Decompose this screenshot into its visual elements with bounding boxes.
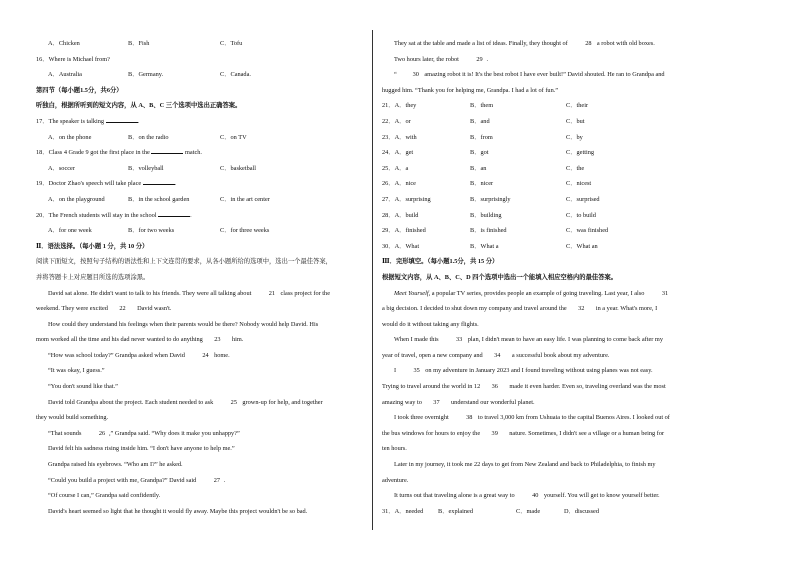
blank-29: 29 <box>460 52 486 68</box>
passage-line: year of travel, open a new company and 34 a successful book about my adventure. <box>382 348 720 364</box>
passage-line: I took three overnight 38 to travel 3,000 km from Ushuaia to the capital Buenos Aires. I looked out of <box>382 410 720 426</box>
q24-options <box>382 145 720 161</box>
answer-blank <box>151 153 183 154</box>
tv-series-title: Meet Yourself <box>394 289 429 297</box>
passage-line: “That sounds 26 ,” Grandpa said. “Why does it make you unhappy?” <box>36 426 366 442</box>
passage-line: amazing way to 37 understand our wonderful planet. <box>382 395 720 411</box>
passage-line: When I made this 33 plan, I didn't mean to have an easy life. I was planning to come back after my <box>382 332 720 348</box>
option-c: C．surprised <box>566 195 600 203</box>
blank-21: 21 <box>253 286 279 302</box>
q17-options <box>36 130 366 146</box>
option-c: C．but <box>566 117 585 125</box>
option-b: B．is finished <box>470 227 507 235</box>
passage-line: Two hours later, the robot 29 . <box>382 52 720 68</box>
option-b: B．volleyball <box>128 164 164 172</box>
blank-40: 40 <box>516 488 542 504</box>
option-b: B．an <box>470 164 487 172</box>
option-c: C．their <box>566 102 589 110</box>
passage-line: They sat at the table and made a list of ideas. Finally, they thought of 28 a robot with old boxes. <box>382 36 720 52</box>
passage-line: “It was okay, I guess.” <box>48 367 105 375</box>
option-c: C．getting <box>566 149 594 157</box>
passage-line: “You don't sound like that.” <box>48 383 118 391</box>
passage-line: David sat alone. He didn't want to talk to his friends. They were all talking about 21 class project for the <box>36 286 366 302</box>
answer-blank <box>143 184 175 185</box>
passage-line: I 35 on my adventure in January 2023 and I found traveling without using planes was not easy. <box>382 363 720 379</box>
section-3-instruction: 根据短文内容，从 A、B、C、D 四个选项中选出一个能填入相应空格内的最佳答案。 <box>382 273 618 281</box>
option-c: C．by <box>566 133 583 141</box>
option-c: C．for three weeks <box>220 227 270 235</box>
option-a: A．for one week <box>48 227 92 235</box>
blank-22: 22 <box>110 301 136 317</box>
option-a: 24．A．get <box>382 149 414 157</box>
option-c: C．the <box>566 164 585 172</box>
answer-blank <box>158 216 190 217</box>
q25-options <box>382 161 720 177</box>
blank-26: 26 <box>83 426 109 442</box>
q19-options <box>36 192 366 208</box>
blank-38: 38 <box>450 410 476 426</box>
section-2-instruction: 阅读下面短文，按照句子结构的语法性和上下文连贯的要求，从各小题所给的选项中，选出一个最佳答案， <box>36 258 332 266</box>
q31-options <box>382 504 720 520</box>
passage-line: would do it without taking any flights. <box>382 320 479 328</box>
option-a: 26．A．nice <box>382 180 416 188</box>
question-19: 19．Doctor Zhao's speech will take place . <box>36 180 177 188</box>
q18-options <box>36 161 366 177</box>
passage-line: Meet Yourself, a popular TV series, provides people an example of going traveling. Last year, I also 31 <box>382 286 720 302</box>
right-column <box>382 36 720 519</box>
option-a: 25．A．a <box>382 164 409 172</box>
option-c: C．made <box>516 507 541 515</box>
question-20: 20．The French students will stay in the school . <box>36 211 192 219</box>
q22-options <box>382 114 720 130</box>
option-a: A．Chicken <box>48 40 80 47</box>
q30-options <box>382 239 720 255</box>
blank-27: 27 <box>198 473 224 489</box>
blank-36: 36 <box>482 379 508 395</box>
passage-line: adventure. <box>382 476 409 484</box>
option-b: B．What a <box>470 242 499 250</box>
passage-line: How could they understand his feelings when their parents would be there? Nobody would help David. His <box>48 320 319 328</box>
option-b: B．in the school garden <box>128 195 190 203</box>
option-a: 30．A．What <box>382 242 420 250</box>
answer-blank <box>106 122 138 123</box>
q29-options <box>382 223 720 239</box>
option-c: C．What an <box>566 242 598 250</box>
passage-line: hugged him. “Thank you for helping me, Grandpa. I had a lot of fun.” <box>382 86 559 94</box>
q23-options <box>382 130 720 146</box>
option-b: B．explained <box>438 507 473 515</box>
option-b: B．Fish <box>128 40 150 47</box>
option-d: D．discussed <box>564 507 599 515</box>
option-a: A．on the playground <box>48 195 105 203</box>
section-4-instruction: 听独白，根据所听到的短文内容，从 A、B、C 三个选项中选出正确答案。 <box>36 102 242 110</box>
option-c: C．to build <box>566 211 596 219</box>
option-a: 27．A．surprising <box>382 195 431 203</box>
passage-line: they would build something. <box>36 414 109 422</box>
option-a: 28．A．build <box>382 211 419 219</box>
section-2-title: Ⅱ．语法选择。（每小题 1 分，共 10 分） <box>36 242 149 250</box>
option-a: A．on the phone <box>48 133 92 141</box>
option-c: C．was finished <box>566 227 609 235</box>
passage-line: David told Grandpa about the project. Each student needed to ask 25 grown-up for help, and together <box>36 395 366 411</box>
q21-options <box>382 98 720 114</box>
option-a: A．Australia <box>48 71 82 79</box>
option-c: C．Tofu <box>220 40 243 47</box>
passage-line: “Could you build a project with me, Grandpa?” David said 27 . <box>36 473 366 489</box>
q20-options <box>36 223 366 239</box>
question-18: 18．Class 4 Grade 9 got the first place in the match. <box>36 149 202 157</box>
option-b: B．them <box>470 102 494 110</box>
option-b: B．nicer <box>470 180 494 188</box>
passage-line: weekend. They were excited 22 David wasn't. <box>36 301 366 317</box>
blank-33: 33 <box>440 332 466 348</box>
option-a: A．soccer <box>48 164 75 172</box>
passage-line: David's heart seemed so light that he thought it would fly away. Maybe this project wouldn't be so bad. <box>48 507 308 515</box>
option-c: C．Canada. <box>220 71 251 79</box>
blank-37: 37 <box>423 395 449 411</box>
option-c: C．on TV <box>220 133 247 141</box>
option-b: B．from <box>470 133 493 141</box>
option-b: B．for two weeks <box>128 227 175 235</box>
blank-31: 31 <box>646 286 672 302</box>
passage-line: ten hours. <box>382 445 407 453</box>
section-4-title: 第四节（每小题1.5分，共6分） <box>36 86 123 94</box>
option-b: B．got <box>470 149 489 157</box>
option-a: 31．A．needed <box>382 507 424 515</box>
blank-39: 39 <box>482 426 508 442</box>
passage-line: “How was school today?” Grandpa asked when David 24 home. <box>36 348 366 364</box>
blank-25: 25 <box>215 395 241 411</box>
section-2-instruction-cont: 并将答题卡上对应题目所选的选项涂黑。 <box>36 273 150 281</box>
blank-24: 24 <box>187 348 213 364</box>
left-column <box>36 36 366 519</box>
option-a: 22．A．or <box>382 117 411 125</box>
option-b: B．Germany. <box>128 71 164 79</box>
question-16: 16．Where is Michael from? <box>36 55 110 63</box>
passage-line: a big decision. I decided to shut down my company and travel around the 32 in a year. What's more, I <box>382 301 720 317</box>
q15-options <box>36 36 366 52</box>
option-b: B．surprisingly <box>470 195 511 203</box>
column-divider <box>372 30 373 530</box>
option-c: C．nicest <box>566 180 592 188</box>
passage-line: Trying to travel around the world in 12 36 made it even harder. Even so, traveling overland was the most <box>382 379 720 395</box>
q28-options <box>382 208 720 224</box>
blank-23: 23 <box>204 332 230 348</box>
q26-options <box>382 176 720 192</box>
passage-line: Later in my journey, it took me 22 days to get from New Zealand and back to Philadelphia, to finish my <box>394 461 656 469</box>
blank-30: 30 <box>397 67 423 83</box>
option-c: C．basketball <box>220 164 257 172</box>
q27-options <box>382 192 720 208</box>
passage-line: the bus windows for hours to enjoy the 39 nature. Sometimes, I didn't see a village or a human being for <box>382 426 720 442</box>
option-b: B．and <box>470 117 490 125</box>
option-c: C．in the art center <box>220 195 270 203</box>
passage-line: David felt his sadness rising inside him. “I don't have anyone to help me.” <box>48 445 235 453</box>
passage-line: “Of course I can,” Grandpa said confidently. <box>48 492 161 500</box>
blank-28: 28 <box>569 36 595 52</box>
passage-line: “ 30 amazing robot it is! It's the best robot I have ever built!” David shouted. He ran to Grandpa and <box>382 67 720 83</box>
option-a: 23．A．with <box>382 133 417 141</box>
passage-line: It turns out that traveling alone is a great way to 40 yourself. You will get to know yourself better. <box>382 488 720 504</box>
option-a: 29．A．finished <box>382 227 426 235</box>
option-a: 21．A．they <box>382 102 417 110</box>
blank-35: 35 <box>398 363 424 379</box>
option-b: B．building <box>470 211 502 219</box>
passage-line: mom worked all the time and his dad never wanted to do anything 23 him. <box>36 332 366 348</box>
blank-32: 32 <box>568 301 594 317</box>
question-17: 17．The speaker is talking . <box>36 117 140 125</box>
section-3-title: Ⅲ．完形填空。（每小题1.5分，共 15 分） <box>382 258 499 266</box>
blank-34: 34 <box>484 348 510 364</box>
q16-options <box>36 67 366 83</box>
option-b: B．on the radio <box>128 133 169 141</box>
passage-line: Grandpa raised his eyebrows. “Who am I?” he asked. <box>48 461 183 469</box>
